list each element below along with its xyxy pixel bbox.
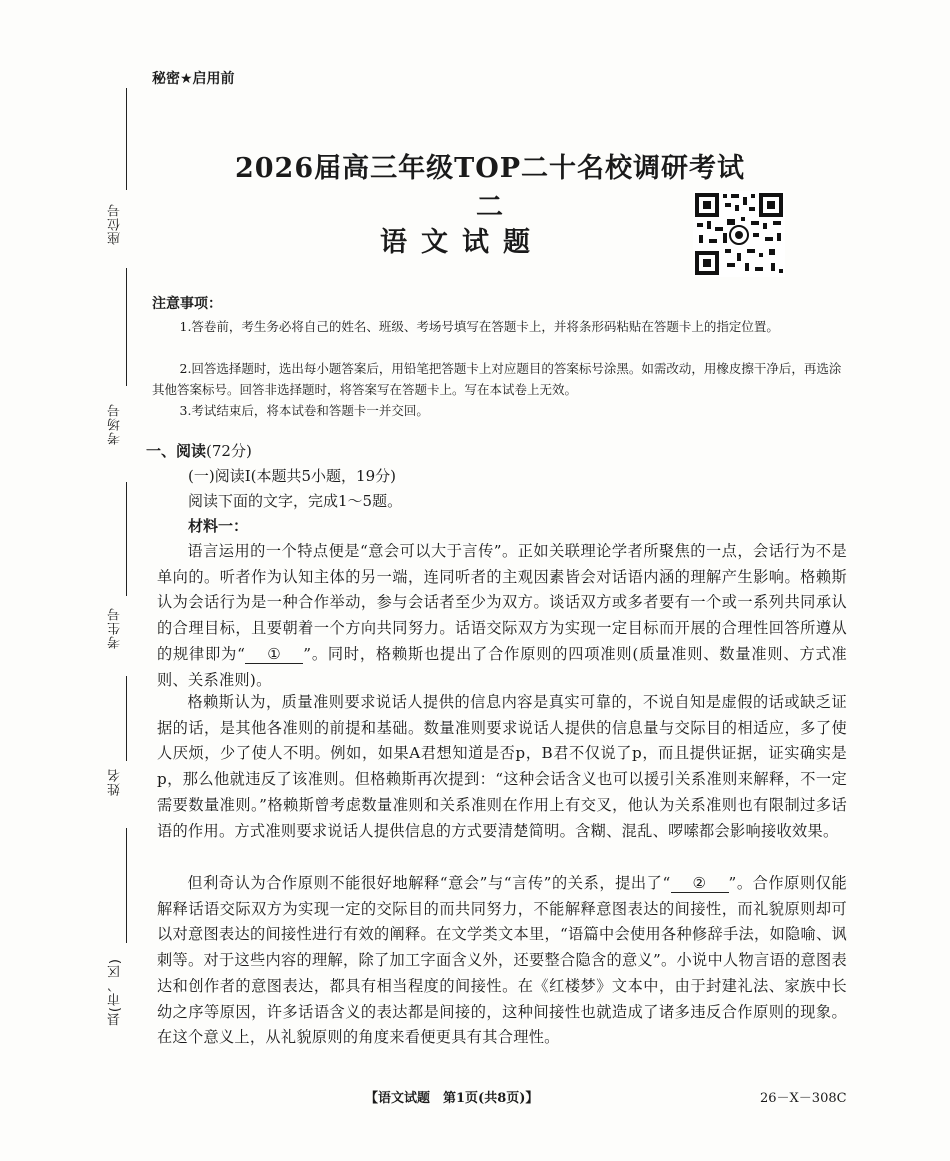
- binding-line: [126, 828, 127, 943]
- paragraph-text: 但利奇认为合作原则不能很好地解释“意会”与“言传”的关系，提出了“: [187, 874, 671, 892]
- qr-code-icon: [693, 191, 785, 277]
- subject-title: 语文试题: [380, 227, 544, 258]
- seat-number-label: 座位号: [108, 203, 123, 245]
- section-points: (72分): [206, 442, 252, 460]
- answer-blank-1: ①: [245, 645, 303, 664]
- exam-room-label: 考场号: [108, 403, 123, 445]
- paragraph-1: [157, 539, 847, 693]
- reading-instruction: 阅读下面的文字，完成1～5题。: [188, 492, 403, 510]
- paragraph-2: 格赖斯认为，质量准则要求说话人提供的信息内容是真实可靠的，不说自知是虚假的话或缺乏证据的话，是其他各准则的前提和基础。数量准则要求说话人提供的信息量与交际目的相适应，多了使人厌烦，少了使人不明。例如，如果A君想知道是否p，B君不仅说了p，而且提供证据，证实确实是p，那么他就违反了该准则。但格赖斯再次提到：“这种会话含义也可以援引关系准则来解释，不一定需要数量准则。”格赖斯曾考虑数量准则和关系准则在作用上有交叉，他认为关系准则也有限制过多话语的作用。方式准则要求说话人提供信息的方式要清楚简明。含糊、混乱、啰嗦都会影响接收效果。: [157, 693, 847, 840]
- section-heading: [146, 440, 252, 461]
- notice-item: 3.考试结束后，将本试卷和答题卡一并交回。: [179, 403, 429, 418]
- paragraph-text: ”。合作原则仅能解释话语交际双方为实现一定的交际目的而共同努力，不能解释意图表达的间接性，而礼貌原则却可以对意图表达的间接性进行有效的阐释。在文学类文本里，“语篇中会使用各种修辞手法，如隐喻、讽刺等。对于这些内容的理解，除了加工字面含义外，还要整合隐含的意义”。小说中人物言语的意图表达和创作者的意图表达，都具有相当程度的间接性。在《红楼梦》文本中，由于封建礼法、家族中长幼之序等原因，许多话语含义的表达都是间接的，这种间接性也就造成了诸多违反合作原则的现象。在这个意义上，从礼貌原则的角度来看便更具有其合理性。: [157, 874, 847, 1047]
- exam-title: 2026届高三年级TOP二十名校调研考试二: [234, 153, 746, 223]
- binding-line: [126, 88, 127, 190]
- paragraph-text: 语言运用的一个特点便是“意会可以大于言传”。正如关联理论学者所聚焦的一点，会话行为不是单向的。听者作为认知主体的另一端，连同听者的主观因素皆会对话语内涵的理解产生影响。格赖斯认为会话行为是一种合作举动，参与会话者至少为双方。谈话双方或多者要有一个或一系列共同承认的合理目标，且要朝着一个方向共同努力。话语交际双方为实现一定目标而开展的合理性回答所遵从的规律即为“: [157, 542, 847, 663]
- notice-title: 注意事项：: [152, 296, 222, 312]
- material-label: 材料一：: [188, 517, 249, 535]
- secret-mark: 秘密★启用前: [152, 71, 235, 87]
- binding-line: [126, 268, 127, 386]
- binding-line: [126, 482, 127, 596]
- notice-item: 1.答卷前，考生务必将自己的姓名、班级、考场号填写在答题卡上，并将条形码粘贴在答题卡上的指定位置。: [179, 319, 779, 334]
- answer-blank-2: ②: [671, 874, 729, 893]
- county-label: 县(市、区): [108, 958, 123, 1027]
- notice-item: 2.回答选择题时，选出每小题答案后，用铅笔把答题卡上对应题目的答案标号涂黑。如需改动，用橡皮擦干净后，再选涂其他答案标号。回答非选择题时，将答案写在答题卡上。写在本试卷上无效。: [152, 361, 842, 397]
- binding-line: [126, 676, 127, 761]
- sub-section-heading: (一)阅读Ⅰ(本题共5小题，19分): [188, 467, 396, 485]
- paragraph-text: ”。同时，格赖斯也提出了合作原则的四项准则(质量准则、数量准则、方式准则、关系准则)。: [157, 644, 847, 689]
- paper-code: 26－X－308C: [760, 1091, 847, 1106]
- section-heading-text: 一、阅读: [146, 442, 207, 460]
- name-label: 姓名: [108, 768, 123, 796]
- student-id-label: 考生号: [108, 607, 123, 649]
- paragraph-3: [157, 871, 847, 1051]
- page-footer: 【语文试题 第1页(共8页)】: [365, 1091, 539, 1106]
